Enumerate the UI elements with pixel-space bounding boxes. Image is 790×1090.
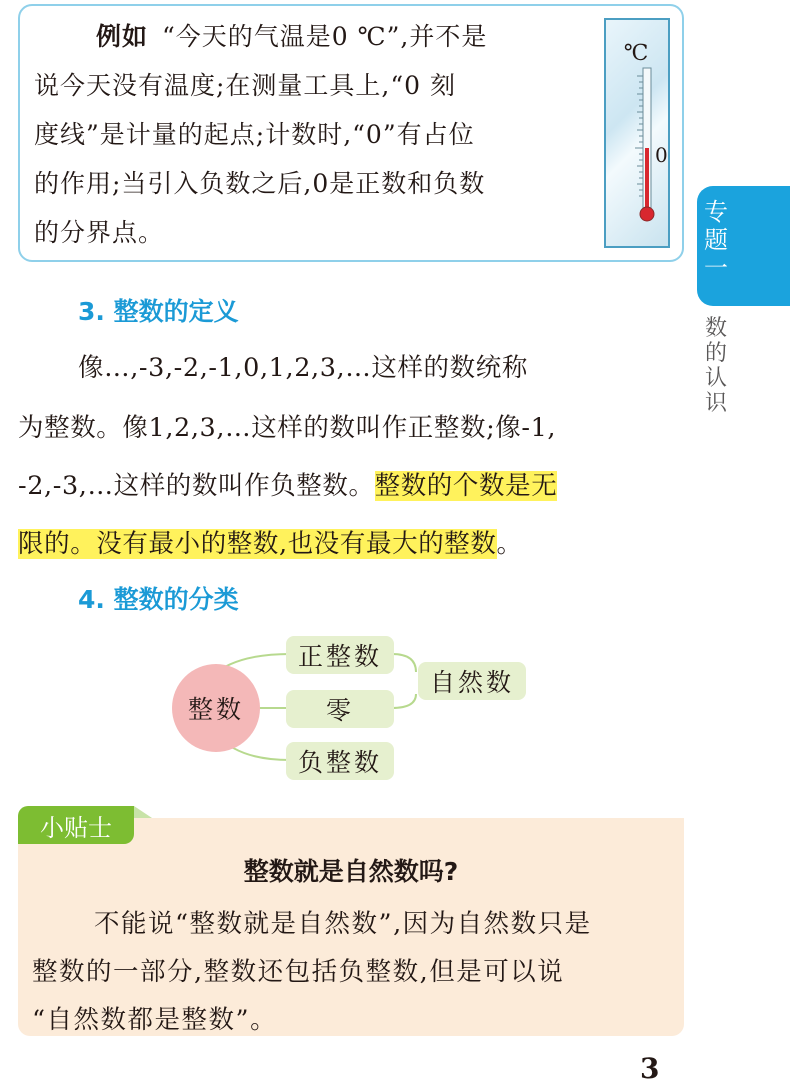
chapter-label: 专 题 一 bbox=[704, 198, 728, 282]
page-number: 3 bbox=[640, 1052, 660, 1085]
highlighted-text: 整数的个数是无 bbox=[374, 471, 558, 501]
body-line: 像…,-3,-2,-1,0,1,2,3,…这样的数统称 bbox=[78, 353, 528, 383]
tip-line: “自然数都是整数”。 bbox=[32, 1005, 278, 1035]
highlighted-text: 限的。没有最小的整数,也没有最大的整数 bbox=[18, 529, 497, 559]
mindmap-node-natural: 自然数 bbox=[418, 662, 526, 700]
example-line: 的作用;当引入负数之后,0是正数和负数 bbox=[34, 169, 486, 198]
topic-label: 数 的 认 识 bbox=[704, 316, 727, 416]
mindmap-node-negative: 负整数 bbox=[286, 742, 394, 780]
section-3-heading: 3. 整数的定义 bbox=[78, 297, 239, 326]
mindmap-root: 整数 bbox=[172, 664, 260, 752]
connector-natural-top bbox=[392, 654, 416, 672]
mindmap-node-zero: 零 bbox=[286, 690, 394, 728]
tip-box bbox=[18, 818, 684, 1036]
connector-natural-bottom bbox=[392, 694, 416, 708]
mindmap-node-positive: 正整数 bbox=[286, 636, 394, 674]
tip-label-tail bbox=[134, 806, 152, 818]
tip-line: 整数的一部分,整数还包括负整数,但是可以说 bbox=[32, 957, 565, 987]
tip-label: 小贴士 bbox=[18, 806, 134, 844]
example-line: 例如 “今天的气温是0 ℃”,并不是 bbox=[96, 22, 488, 51]
example-line: 的分界点。 bbox=[34, 218, 165, 247]
tip-title: 整数就是自然数吗? bbox=[243, 857, 459, 886]
tip-line: 不能说“整数就是自然数”,因为自然数只是 bbox=[94, 909, 592, 939]
thermometer-zero-label: 0 bbox=[655, 143, 668, 167]
example-line: 说今天没有温度;在测量工具上,“0 刻 bbox=[34, 71, 457, 100]
body-line: 为整数。像1,2,3,…这样的数叫作正整数;像-1, bbox=[18, 413, 557, 443]
thermometer-unit: ℃ bbox=[623, 41, 649, 66]
section-4-heading: 4. 整数的分类 bbox=[78, 585, 239, 614]
body-line: 限的。没有最小的整数,也没有最大的整数。 bbox=[18, 529, 523, 559]
example-lead: 例如 bbox=[96, 22, 149, 51]
example-line: 度线”是计量的起点;计数时,“0”有占位 bbox=[34, 120, 475, 149]
body-line: -2,-3,…这样的数叫作负整数。整数的个数是无 bbox=[18, 471, 558, 501]
